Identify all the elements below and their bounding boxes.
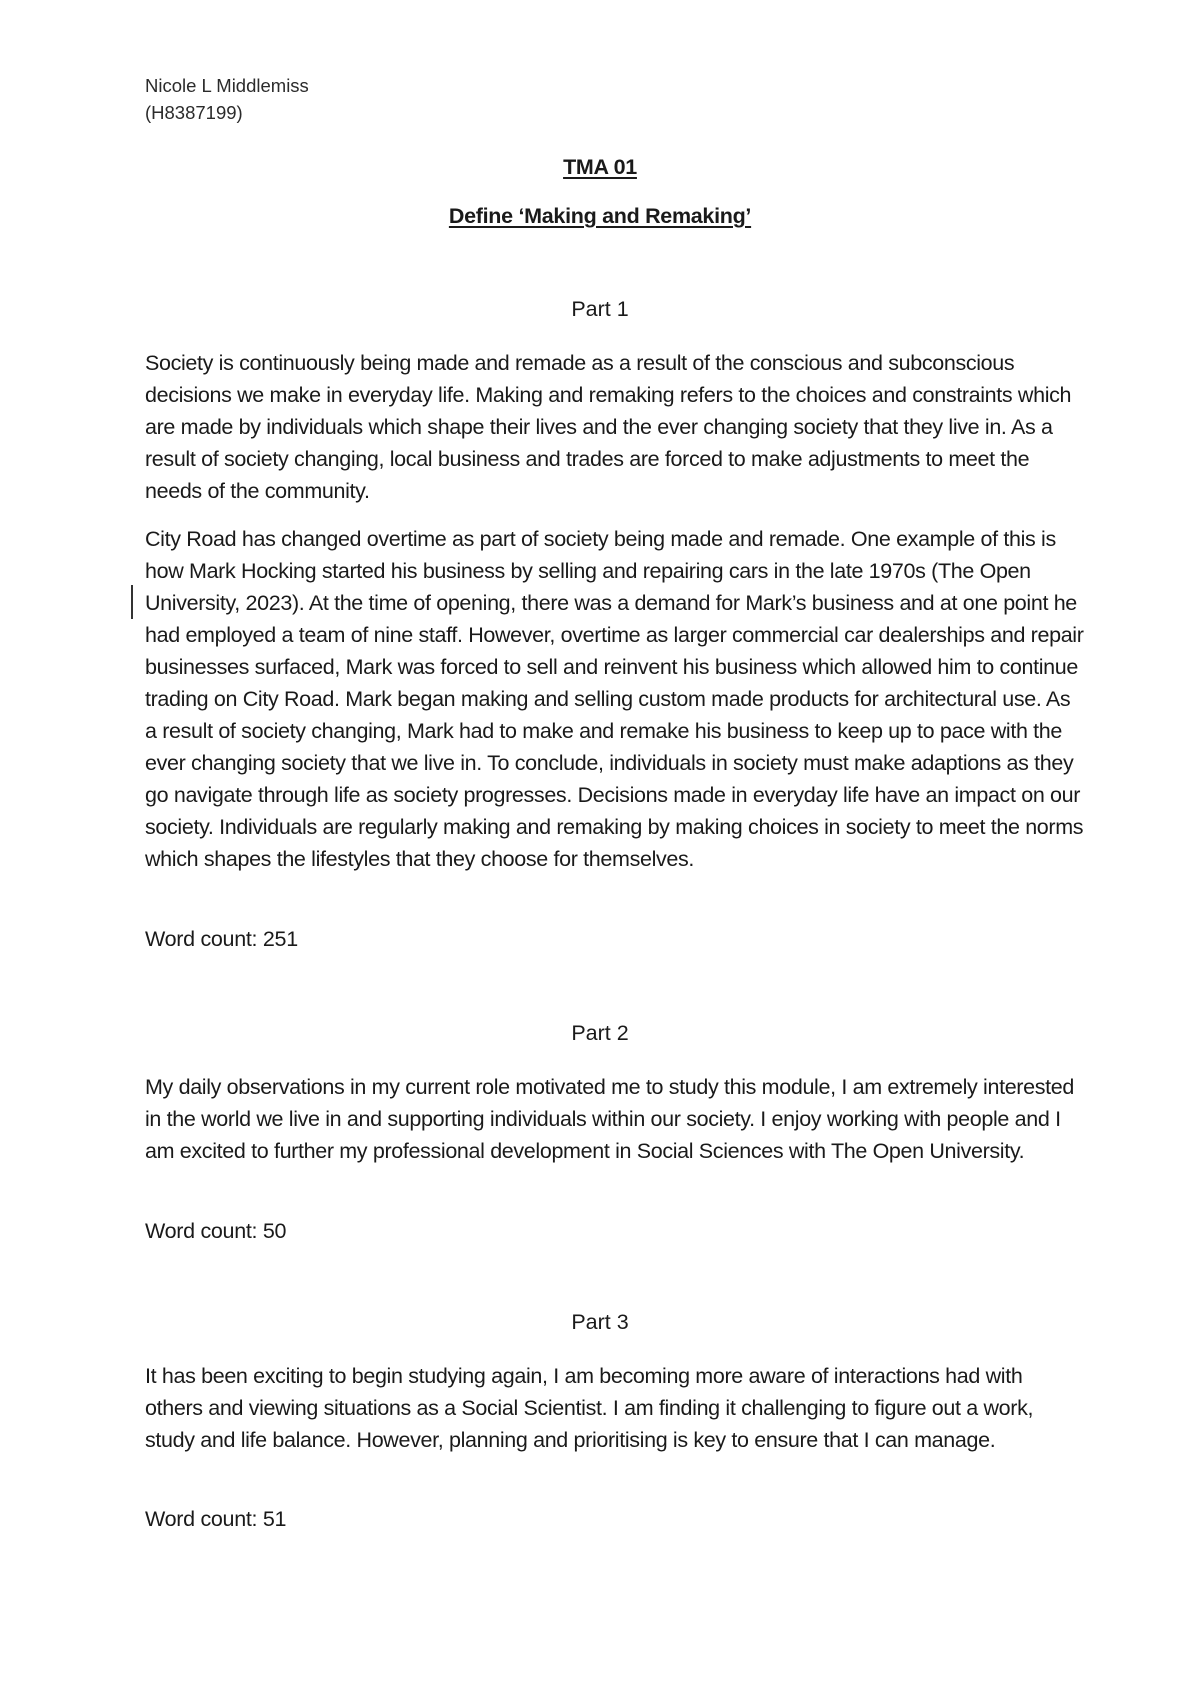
author-id: (H8387199) (145, 102, 243, 123)
part-1-word-count: Word count: 251 (145, 927, 298, 951)
text-cursor (131, 585, 133, 619)
document-title: TMA 01 (563, 155, 637, 179)
part-1-paragraph-2: City Road has changed overtime as part of society being made and remade. One example of this is how Mark Hocking started his business by selling and repairing cars in the late 1970s (The Open University, 2023). At the time of opening, there was a demand for Mark’s business and at one point he had employed a team of nine staff. However, overtime as larger commercial car dealerships and repair businesses surfaced, Mark was forced to sell and reinvent his business which allowed him to continue trading on City Road. Mark began making and selling custom made products for architectural use. As a result of society changing, Mark had to make and remake his business to keep up to pace with the ever changing society that we live in. To conclude, individuals in society must make adaptions as they go navigate through life as society progresses. Decisions made in everyday life have an impact on our society. Individuals are regularly making and remaking by making choices in society to meet the norms which shapes the lifestyles that they choose for themselves. (145, 527, 1084, 871)
part-3-heading: Part 3 (571, 1310, 629, 1334)
part-2-word-count: Word count: 50 (145, 1219, 287, 1243)
document-subtitle: Define ‘Making and Remaking’ (448, 204, 752, 228)
part-3-word-count: Word count: 51 (145, 1507, 287, 1531)
author-block (145, 72, 309, 126)
part-1-paragraph-1: Society is continuously being made and remade as a result of the conscious and subconscious decisions we make in everyday life. Making and remaking refers to the choices and constraints which are made by individuals which shape their lives and the ever changing society that they live in. As a result of society changing, local business and trades are forced to make adjustments to meet the needs of the community. (145, 351, 1072, 503)
part-2-heading: Part 2 (571, 1021, 629, 1045)
author-name: Nicole L Middlemiss (145, 75, 309, 96)
part-3-paragraph-1: It has been exciting to begin studying again, I am becoming more aware of interactions had with others and viewing situations as a Social Scientist. I am finding it challenging to figure out a work, study and life balance. However, planning and prioritising is key to ensure that I can manage. (145, 1364, 1034, 1452)
part-1-heading: Part 1 (571, 297, 629, 321)
part-2-paragraph-1: My daily observations in my current role motivated me to study this module, I am extremely interested in the world we live in and supporting individuals within our society. I enjoy working with people and I am excited to further my professional development in Social Sciences with The Open University. (145, 1075, 1074, 1163)
